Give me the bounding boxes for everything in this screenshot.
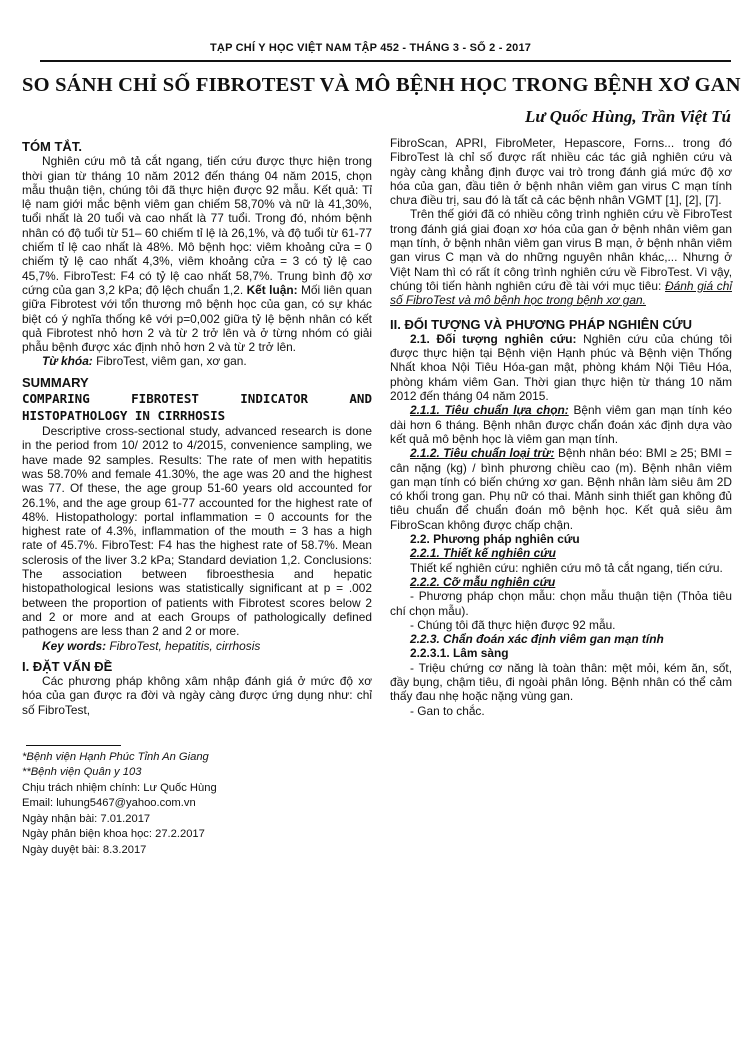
journal-header: TẠP CHÍ Y HỌC VIỆT NAM TẬP 452 - THÁNG 3 - SỐ 2 - 2017 bbox=[210, 42, 532, 54]
subsection-2-1-2-text: Bệnh nhân béo: BMI ≥ 25; BMI = cân nặng (kg) / bình phương chiều cao (m). Bệnh nhân viêm gan mạn tính có biến chứng xơ gan. Bệnh nhân làm siêu âm 2D có khối trong gan. Phụ nữ có thai. Mảnh sinh thiết gan không đủ tiêu chuẩn để chuẩn đoán mô bệnh học. Kết quả siêu âm FibroScan không được chấp chận. bbox=[390, 446, 732, 532]
footnote-affiliation-1: *Bệnh viện Hạnh Phúc Tỉnh An Giang bbox=[22, 750, 209, 763]
footnote-email: Email: luhung5467@yahoo.com.vn bbox=[22, 797, 196, 810]
subsection-2-1-2-label: 2.1.2. Tiêu chuẩn loại trừ: bbox=[410, 446, 555, 461]
subsection-2-2-heading: 2.2. Phương pháp nghiên cứu bbox=[410, 532, 580, 547]
subsection-2-2-3-1-heading: 2.2.3.1. Lâm sàng bbox=[410, 646, 509, 661]
section-1-heading: I. ĐẶT VẤN ĐỀ bbox=[22, 658, 113, 674]
subsection-2-2-2-bullet-2: - Chúng tôi đã thực hiện được 92 mẫu. bbox=[410, 617, 616, 632]
keywords-en-label: Key words: bbox=[42, 638, 107, 653]
abstract-conclusion-label: Kết luận: bbox=[246, 282, 298, 297]
subsection-2-2-3-1-bullet-2: - Gan to chắc. bbox=[410, 703, 485, 718]
footnote-corresponding: Chịu trách nhiệm chính: Lư Quốc Hùng bbox=[22, 781, 217, 794]
summary-keywords bbox=[22, 639, 372, 653]
abstract-text: Nghiên cứu mô tả cắt ngang, tiến cứu được thực hiện trong thời gian từ tháng 10 năm 2012 đến tháng 04 năm 2015, chọn mẫu thuận tiện, chúng tôi đã thực hiện được 92 mẫu. Kết quả: Tỉ lệ nam giới mắc bệnh viêm gan chiếm 58,70% và nữ là 41,30%, tuổi nhất là 20 tuổi và cao nhất là 77 tuổi. Trong đó, nhóm bệnh nhân có độ tuổi từ 51– 60 chiếm tỉ lệ là 26,1%, và độ tuổi từ 61-77 chiếm tỉ lệ cao nhất là 48%. Mô bệnh học: viêm khoảng cửa = 0 chiếm tỷ lệ cao nhất 4,3%, viêm khoảng cửa = 3 có tỷ lệ cao 45,7%. FibroTest: F4 có tỷ lệ cao nhất 58,7%. Trung bình độ xơ cứng của gan 3,2 kPa; độ lệch chuẩn 1,2. bbox=[22, 154, 372, 297]
summary-heading: SUMMARY bbox=[22, 374, 89, 390]
subsection-2-1-2 bbox=[390, 446, 732, 532]
study-objective: Đánh giá chỉ số FibroTest và mô bệnh học trong bệnh xơ gan. bbox=[390, 278, 732, 308]
keywords-vi-label: Từ khóa: bbox=[42, 354, 93, 369]
footnote-reviewed: Ngày phản biện khoa học: 27.2.2017 bbox=[22, 828, 205, 841]
abstract-keywords bbox=[22, 354, 372, 368]
subsection-2-2-2-heading: 2.2.2. Cỡ mẫu nghiên cứu bbox=[410, 574, 556, 589]
abstract-heading: TÓM TẮT. bbox=[22, 139, 82, 154]
summary-body: Descriptive cross-sectional study, advanced research is done in the period from 10/ 2012 to 4/2015, convenience sampling, we have made 92 samples. Results: The rate of men with hepatitis was 58.70% and female 41.30%, the age was 20 and the highest was 77. Of these, the age group 51-60 years old accounted for 26.1%, and the age group 61-77 accounted for the highest rate of 48%. Histopathology: portal inflammation = 0 accounts for the highest rate of 4.3%, inflammation of the mouth = 3 has a high rate of 45.7%. FibroTest: F4 has the highest rate of 58.7%. Mean sclerosis of the liver 3.2 kPa; Standard deviation 1,2. Conclusions: The association between fibroesthesia and hepatic histopathological lesions was statistically significant at p = .002 between the proportion of patients with Fibrotest scores below 2 and 2 or more and at each Groups of pathologically defined pathogens are less than 2 and 2 or more. bbox=[22, 424, 372, 639]
intro-paragraph-1: FibroScan, APRI, FibroMeter, Hepascore, Forns... trong đó FibroTest là chỉ số được rất nhiều các tác giả nghiên cứu và ngày càng khẳng định được vai trò trong đánh giá mức độ xơ hóa của gan, đầu tiên ở bệnh nhân viêm gan virus C mạn tính chưa điều trị, sau đó là tất cả các bệnh nhân VGMT [1], [2], [7]. bbox=[390, 136, 732, 208]
subsection-2-1-text: Nghiên cứu của chúng tôi được thực hiện tại Bệnh viện Hạnh phúc và Bệnh viện Thống Nhất khoa Nội Tiêu Hóa-gan mật, phòng khám Nội Tiêu Hóa, phòng khám viêm Gan. Thời gian thực hiện từ tháng 10 năm 2012 đến tháng 04 năm 2015. bbox=[390, 331, 733, 404]
footnote-accepted: Ngày duyệt bài: 8.3.2017 bbox=[22, 843, 147, 856]
footnote-received: Ngày nhận bài: 7.01.2017 bbox=[22, 812, 151, 825]
subsection-2-1-label: 2.1. Đối tượng nghiên cứu: bbox=[410, 331, 577, 346]
left-column bbox=[22, 140, 372, 858]
article-title: SO SÁNH CHỈ SỐ FIBROTEST VÀ MÔ BỆNH HỌC TRONG BỆNH XƠ GAN bbox=[22, 74, 741, 96]
subsection-2-2-2-bullet-1: - Phương pháp chọn mẫu: chọn mẫu thuận tiện (Thỏa tiêu chí chọn mẫu). bbox=[390, 589, 732, 618]
abstract-conclusion-text: Mối liên quan giữa Fibrotest với tổn thương mô bệnh học của gan, có sự khác biệt có ý nghĩa thống kê với p=0,002 giữa tỷ lệ bệnh nhân có kết quả Fibrotest nhỏ hơn 2 và từ 2 trở lên và ở từng nhóm có giải phẫu bệnh được xác định nhỏ hơn 2 và từ 2 trở lên. bbox=[22, 282, 373, 355]
subsection-2-2-1-heading: 2.2.1. Thiết kế nghiên cứu bbox=[410, 546, 556, 561]
subsection-2-1-1-text: Bệnh viêm gan mạn tính kéo dài hơn 6 tháng. Bệnh nhân được chẩn đoán xác định dựa vào kết quả mô bệnh học là viêm gan mạn tính. bbox=[390, 403, 733, 446]
keywords-en-text: FibroTest, hepatitis, cirrhosis bbox=[109, 638, 261, 653]
footnotes bbox=[22, 750, 372, 859]
intro-paragraph-2 bbox=[390, 207, 732, 307]
keywords-vi-text: FibroTest, viêm gan, xơ gan. bbox=[96, 354, 247, 369]
header-rule bbox=[40, 60, 731, 62]
subsection-2-2-3-1-bullet-1: - Triệu chứng cơ năng là toàn thân: mệt mỏi, kém ăn, sốt, đầy bụng, chậm tiêu, đi ngoài phân lỏng. Bệnh nhân có thể cảm thấy đau nhẹ hoặc nặng vùng gan. bbox=[390, 660, 732, 704]
intro-paragraph-2-text: Trên thế giới đã có nhiều công trình nghiên cứu về FibroTest trong đánh giá giai đoạn xơ hóa của gan ở bệnh nhân viêm gan mạn tính, ở bệnh nhân viêm gan virus B mạn, ở bệnh nhân viêm gan virus C mạn và do những nguyên nhân khác,... Nhưng ở Việt Nam thì có rất ít công trình nghiên cứu về FibroTest. Vì vậy, chúng tôi tiến hành nghiên cứu đề tài với mục tiêu: bbox=[390, 207, 732, 293]
footnote-rule bbox=[26, 745, 121, 746]
footnote-affiliation-2: **Bệnh viện Quân y 103 bbox=[22, 766, 142, 779]
abstract-body bbox=[22, 154, 372, 354]
subsection-2-1-1-label: 2.1.1. Tiêu chuẩn lựa chọn: bbox=[410, 403, 569, 418]
subsection-2-1-1 bbox=[390, 403, 732, 446]
subsection-2-2-1-text: Thiết kế nghiên cứu: nghiên cứu mô tả cắt ngang, tiến cứu. bbox=[410, 560, 723, 575]
subsection-2-2-3-heading: 2.2.3. Chẩn đoán xác định viêm gan mạn tính bbox=[410, 632, 664, 647]
summary-title: COMPARING FIBROTEST INDICATOR AND HISTOPATHOLOGY IN CIRRHOSIS bbox=[22, 391, 372, 424]
right-column bbox=[390, 136, 732, 718]
section-2-heading: II. ĐỐI TƯỢNG VÀ PHƯƠNG PHÁP NGHIÊN CỨU bbox=[390, 316, 693, 332]
subsection-2-1 bbox=[390, 332, 732, 403]
article-authors: Lư Quốc Hùng, Trần Việt Tú bbox=[524, 107, 731, 126]
section-1-body: Các phương pháp không xâm nhập đánh giá ở mức độ xơ hóa của gan được ra đời và ngày càng được ứng dụng như: chỉ số FibroTest, bbox=[22, 674, 372, 717]
